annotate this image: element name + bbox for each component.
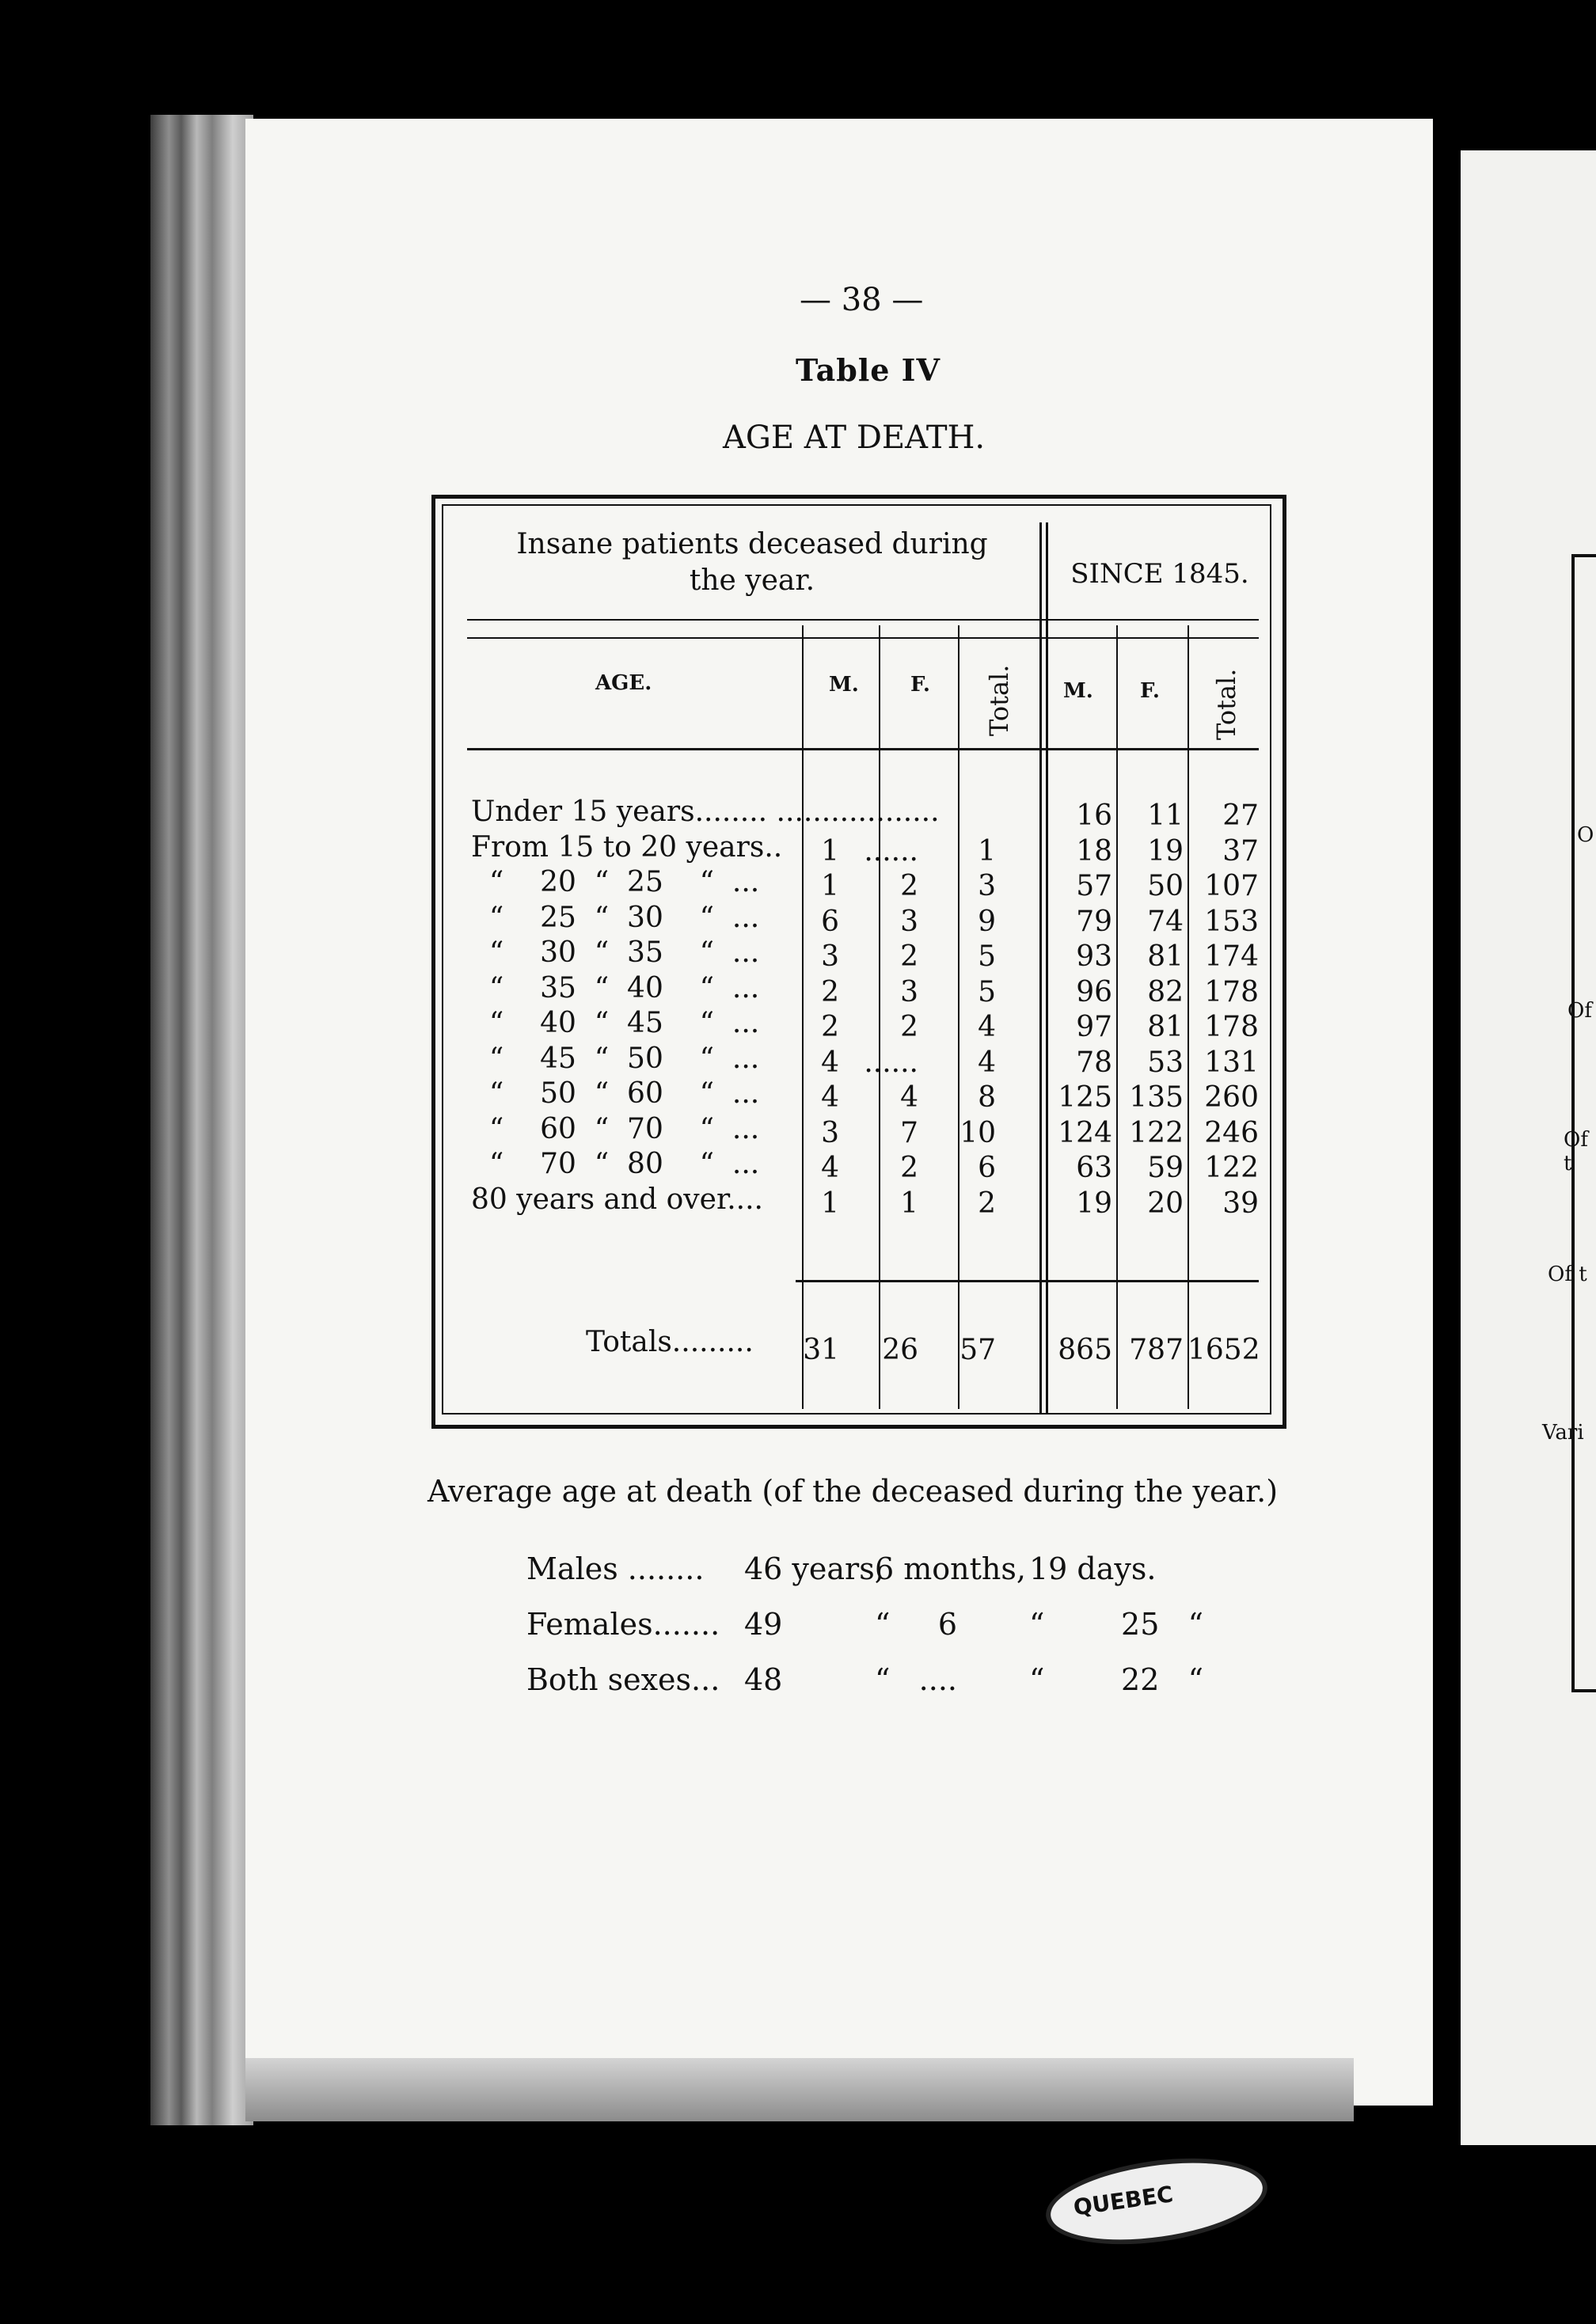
col-header-total: Total. (984, 664, 1014, 736)
row-label: From 15 to 20 years.. (471, 830, 783, 864)
cell-sf: 81 (1147, 940, 1184, 973)
next-page-table-frame (1571, 554, 1596, 1692)
cell-f: 1 (900, 1187, 918, 1220)
page-bottom-edge (245, 2058, 1354, 2121)
cell-sf: 135 (1129, 1081, 1184, 1114)
cell-f: 4 (900, 1081, 918, 1114)
average-months: 6 months, (875, 1551, 1026, 1586)
average-days: “ 22 “ (1029, 1662, 1204, 1697)
cell-f: ...... (864, 1046, 918, 1079)
row-label: “ 45 “ 50 “ ... (471, 1042, 760, 1075)
cell-m: 3 (821, 940, 839, 973)
book-edge (150, 115, 253, 2125)
cell-m: 1 (821, 1187, 839, 1220)
col-header-since-total: Total. (1211, 668, 1241, 740)
totals-m: 31 (803, 1334, 839, 1366)
average-days: “ 25 “ (1029, 1607, 1204, 1642)
totals-label: Totals......... (586, 1326, 754, 1358)
cell-sm: 79 (1076, 905, 1112, 938)
next-page-fragment: O (1577, 823, 1594, 847)
cell-st: 37 (1222, 834, 1259, 868)
col-header-since-f: F. (1140, 679, 1160, 703)
header-rule (467, 619, 1259, 621)
cell-t: 2 (978, 1187, 996, 1220)
cell-f: 7 (900, 1116, 918, 1149)
row-label: “ 50 “ 60 “ ... (471, 1077, 760, 1110)
cell-t: 10 (960, 1116, 996, 1149)
cell-sf: 74 (1147, 905, 1184, 938)
cell-m: 2 (821, 975, 839, 1008)
average-years: 49 (744, 1607, 783, 1642)
average-months: “ .... (875, 1662, 957, 1697)
cell-st: 178 (1204, 975, 1259, 1008)
totals-rule (796, 1280, 1259, 1282)
cell-st: 131 (1204, 1046, 1259, 1079)
average-label: Males ........ (526, 1551, 705, 1586)
cell-m: 4 (821, 1081, 839, 1114)
average-days: 19 days. (1029, 1551, 1157, 1586)
cell-sm: 97 (1076, 1011, 1112, 1043)
cell-st: 27 (1222, 799, 1259, 832)
cell-t: 6 (978, 1152, 996, 1184)
library-stamp (1040, 2146, 1272, 2257)
average-label: Females....... (526, 1607, 720, 1642)
col-header-since-m: M. (1063, 679, 1093, 703)
cell-sm: 57 (1076, 870, 1112, 902)
page-number: — 38 — (800, 282, 924, 318)
cell-sm: 96 (1076, 975, 1112, 1008)
cell-m: 1 (821, 870, 839, 902)
average-months: “ 6 (875, 1607, 957, 1642)
col-header-m: M. (829, 673, 859, 697)
table-title: AGE AT DEATH. (723, 420, 986, 456)
cell-f: 3 (900, 905, 918, 938)
cell-sf: 81 (1147, 1011, 1184, 1043)
cell-f: 2 (900, 940, 918, 973)
row-label: “ 40 “ 45 “ ... (471, 1007, 760, 1039)
row-label: “ 20 “ 25 “ ... (471, 866, 760, 898)
cell-sm: 63 (1076, 1152, 1112, 1184)
header-rule (467, 637, 1259, 639)
average-years: 48 (744, 1662, 783, 1697)
cell-sm: 78 (1076, 1046, 1112, 1079)
next-page-fragment: Of t (1564, 1128, 1588, 1175)
cell-sf: 82 (1147, 975, 1184, 1008)
row-label: 80 years and over.... (471, 1183, 763, 1216)
cell-sf: 122 (1129, 1116, 1184, 1149)
group-header-year (475, 526, 1029, 599)
row-label: “ 25 “ 30 “ ... (471, 901, 760, 934)
average-years: 46 years, (744, 1551, 884, 1586)
header-rule (467, 748, 1259, 750)
cell-sf: 53 (1147, 1046, 1184, 1079)
cell-f: 2 (900, 1011, 918, 1043)
cell-sf: 20 (1147, 1187, 1184, 1220)
next-page-fragment: Of (1568, 999, 1592, 1023)
cell-f: 3 (900, 975, 918, 1008)
cell-m: 4 (821, 1152, 839, 1184)
cell-st: 122 (1204, 1152, 1259, 1184)
cell-f: 2 (900, 1152, 918, 1184)
cell-m: 2 (821, 1011, 839, 1043)
cell-sm: 19 (1076, 1187, 1112, 1220)
group-header-year-line1: Insane patients deceased during (516, 528, 988, 560)
cell-sf: 50 (1147, 870, 1184, 902)
row-label: “ 35 “ 40 “ ... (471, 971, 760, 1004)
cell-sm: 18 (1076, 834, 1112, 868)
cell-t: 9 (978, 905, 996, 938)
group-header-since: SINCE 1845. (1070, 558, 1249, 590)
totals-since-f: 787 (1129, 1334, 1184, 1366)
stamp-text: QUEBEC (1071, 2181, 1175, 2221)
cell-st: 174 (1204, 940, 1259, 973)
row-label: “ 70 “ 80 “ ... (471, 1148, 760, 1180)
cell-m: 1 (821, 834, 839, 868)
cell-t: 5 (978, 940, 996, 973)
cell-st: 178 (1204, 1011, 1259, 1043)
totals-since-total: 1652 (1188, 1334, 1260, 1366)
totals-f: 26 (882, 1334, 918, 1366)
next-page-fragment: Of t (1548, 1263, 1587, 1286)
cell-t: 8 (978, 1081, 996, 1114)
totals-since-m: 865 (1058, 1334, 1112, 1366)
cell-f: ...... (864, 834, 918, 868)
cell-m: 4 (821, 1046, 839, 1079)
cell-sm: 125 (1058, 1081, 1112, 1114)
cell-m: 6 (821, 905, 839, 938)
cell-t: 4 (978, 1046, 996, 1079)
cell-f: 2 (900, 870, 918, 902)
cell-m: 3 (821, 1116, 839, 1149)
next-page-fragment: Vari (1542, 1421, 1584, 1445)
cell-st: 260 (1204, 1081, 1259, 1114)
cell-sf: 11 (1147, 799, 1184, 832)
cell-t: 4 (978, 1011, 996, 1043)
cell-sf: 59 (1147, 1152, 1184, 1184)
group-header-year-line2: the year. (689, 564, 815, 597)
totals-total: 57 (960, 1334, 996, 1366)
col-header-age: AGE. (595, 671, 652, 695)
average-title: Average age at death (of the deceased during the year.) (428, 1474, 1279, 1509)
cell-sm: 16 (1076, 799, 1112, 832)
cell-sm: 93 (1076, 940, 1112, 973)
row-label: “ 30 “ 35 “ ... (471, 936, 760, 969)
row-label: Under 15 years........ .................. (471, 796, 940, 828)
col-header-f: F. (910, 673, 930, 697)
cell-sm: 124 (1058, 1116, 1112, 1149)
cell-t: 1 (978, 834, 996, 868)
cell-sf: 19 (1147, 834, 1184, 868)
row-label: “ 60 “ 70 “ ... (471, 1112, 760, 1145)
cell-st: 153 (1204, 905, 1259, 938)
cell-t: 3 (978, 870, 996, 902)
table-label: Table IV (796, 352, 940, 388)
cell-st: 246 (1204, 1116, 1259, 1149)
cell-st: 39 (1222, 1187, 1259, 1220)
cell-st: 107 (1204, 870, 1259, 902)
cell-t: 5 (978, 975, 996, 1008)
average-label: Both sexes... (526, 1662, 720, 1697)
